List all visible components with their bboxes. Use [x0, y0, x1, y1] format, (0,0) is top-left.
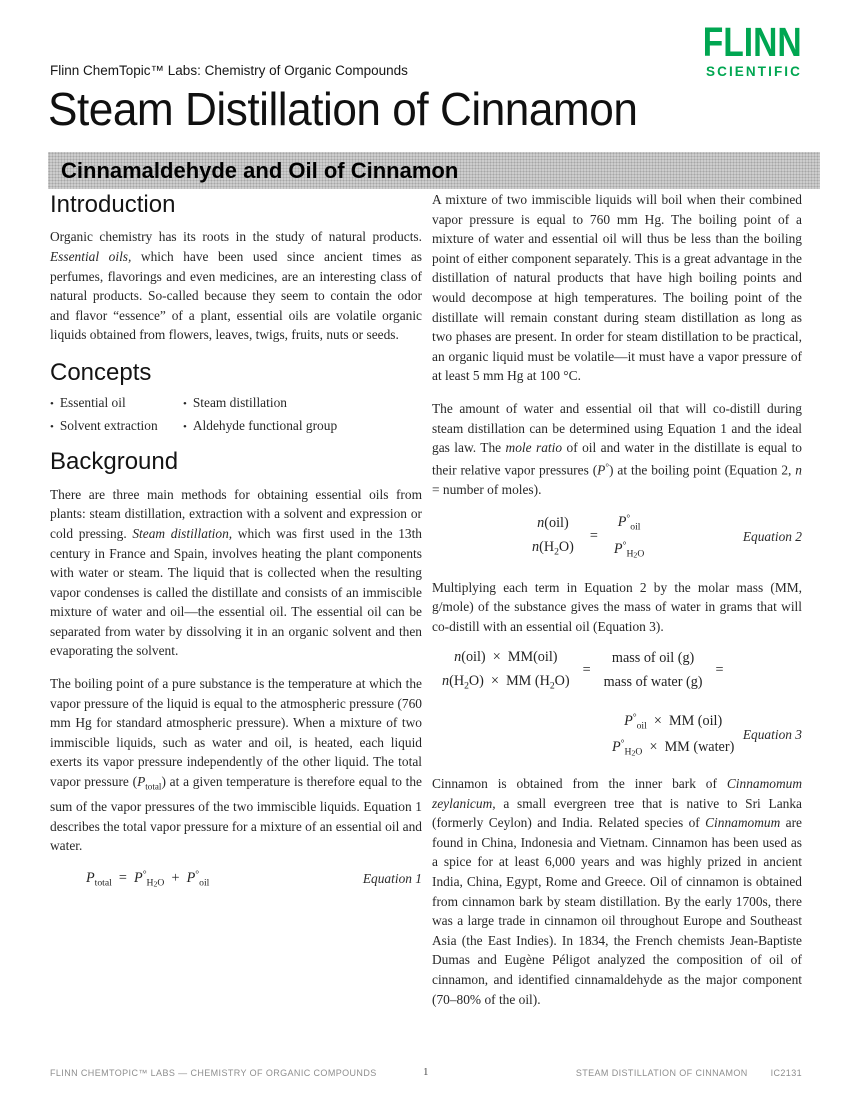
- page-title: Steam Distillation of Cinnamon: [48, 83, 638, 135]
- equation-2: [432, 513, 802, 559]
- equals-sign: =: [589, 528, 598, 544]
- equation-2-fraction-pressures: [614, 513, 644, 559]
- concept-item: [183, 395, 422, 411]
- equation-3-numerator-3: $P^\circ_{oil}$ × MM (oil): [624, 712, 723, 732]
- equation-3-fraction-mole-mass: [442, 649, 570, 692]
- equals-sign: =: [582, 662, 591, 679]
- footer-page-number: 1: [423, 1066, 429, 1078]
- footer-publication: FLINN CHEMTOPIC™ LABS — CHEMISTRY OF ORGANIC COMPOUNDS: [50, 1068, 377, 1078]
- concept-item: [50, 395, 183, 411]
- equation-1-formula: $P_{total} = P^\circ_{H2O} + P^\circ_{oil}$: [86, 868, 210, 889]
- bullet-icon: •: [50, 398, 54, 411]
- footer-document-info: [576, 1068, 802, 1078]
- equation-3-denominator-1: $n(H_2O)$ × MM $(H_2O)$: [442, 673, 570, 692]
- right-paragraph-3: Multiplying each term in Equation 2 by the molar mass (MM, g/mole) of the substance gives the mass of water in grams that will co-distill with an essential oil (Equation 3).: [432, 579, 802, 634]
- background-paragraph-1: There are three main methods for obtaining essential oils from plants: steam distillation, extraction with a solvent and expression or cold pressing. Steam distillation, which was first used in the 13th century in France and Spain, involves heating the plant components with water or steam. The liquid that is collected when the resulting vapor condenses is called the distillate and consists of an immiscible mixture of water and oil—the essential oil. The essential oil can be separated from water by dissolving it in an organic solvent and then evaporating the solvent.: [50, 486, 422, 659]
- flinn-scientific-logo: [681, 19, 802, 79]
- equation-3-label: Equation 3: [742, 727, 802, 743]
- equation-3-numerator-2: mass of oil (g): [611, 650, 695, 667]
- equation-2-fraction-moles: [532, 515, 574, 558]
- page-footer: [50, 1066, 802, 1080]
- footer-document-code: IC2131: [770, 1068, 802, 1078]
- bullet-icon: •: [183, 398, 187, 411]
- section-heading-introduction: Introduction: [50, 191, 176, 218]
- right-paragraph-1: A mixture of two immiscible liquids will boil when their combined vapor pressure is equal to 760 mm Hg. The boiling point of a mixture of water and essential oil will thus be less than the boiling point of either component separately. This is a great advantage in the distillation of natural products that have high boiling points and would decompose at high temperatures. The boiling point of the distillate will remain constant during steam distillation as long as two phases are present. In order for steam distillation to be practical, an organic liquid must be volatile—it must have a vapor pressure of at least 5 mm Hg at 100 °C.: [432, 192, 802, 384]
- right-column: [432, 190, 802, 1022]
- bullet-icon: •: [50, 421, 54, 434]
- equation-2-numerator-2: $P^\circ_{oil}$: [617, 513, 641, 533]
- section-heading-background: Background: [50, 448, 179, 476]
- background-paragraph-2: The boiling point of a pure substance is the temperature at which the vapor pressure of the liquid is equal to the atmospheric pressure (760 mm Hg for standard atmospheric pressure). When a mixture of two immiscible liquids, such as water and oil, is heated, each liquid exerts its vapor pressure independently of the other liquid. The total vapor pressure $(P_{total})$ at a given temperature is therefore equal to the sum of the vapor pressures of the two immiscible liquids. Equation 1 describes the total vapor pressure for a mixture of an essential oil and water.: [50, 676, 422, 854]
- concept-item: [183, 418, 422, 434]
- concept-label: Steam distillation: [192, 395, 287, 411]
- equation-3-fraction-mass: [604, 650, 703, 691]
- equation-2-denominator-2: $P^\circ_{H2O}$: [613, 539, 645, 560]
- equals-sign: =: [715, 662, 724, 679]
- footer-document-title: STEAM DISTILLATION OF CINNAMON: [575, 1068, 748, 1078]
- header-kicker: Flinn ChemTopic™ Labs: Chemistry of Organic Compounds: [50, 63, 408, 78]
- flinn-logo-subtext: SCIENTIFIC: [705, 63, 802, 79]
- left-column: [50, 192, 422, 905]
- right-paragraph-2: The amount of water and essential oil that will co-distill during steam distillation can be determined using Equation 1 and the ideal gas law. The mole ratio of oil and water in the distillate is equal to their relative vapor pressures (P°) at the boiling point (Equation 2, n = number of moles).: [432, 400, 803, 497]
- equation-3-line-2: [432, 712, 802, 758]
- bullet-icon: •: [183, 421, 187, 434]
- subtitle-banner: [48, 152, 820, 189]
- concept-item: [50, 418, 183, 434]
- concept-label: Solvent extraction: [59, 418, 158, 434]
- flinn-logo-wordmark: FLINN: [703, 19, 802, 65]
- equation-2-label: Equation 2: [742, 528, 802, 544]
- equation-1: [50, 869, 422, 889]
- subtitle-banner-text: Cinnamaldehyde and Oil of Cinnamon: [61, 157, 459, 183]
- concepts-list: [50, 395, 422, 434]
- section-heading-concepts: Concepts: [50, 358, 152, 386]
- equation-3-fraction-pressure-mass: [612, 712, 734, 758]
- equation-1-label: Equation 1: [362, 870, 422, 886]
- equation-3-numerator-1: n(oil) × MM(oil): [454, 649, 558, 666]
- equation-3-denominator-3: $P^\circ_{H2O}$ × MM (water): [612, 738, 735, 759]
- concept-label: Aldehyde functional group: [192, 418, 338, 434]
- right-paragraph-4: Cinnamon is obtained from the inner bark of Cinnamomum zeylanicum, a small evergreen tree that is native to Sri Lanka (formerly Ceylon) and India. Related species of Cinnamomum are found in China, Indonesia and Vietnam. Cinnamon has been used as a spice for at least 6,000 years and was highly prized in ancient India, China, Egypt, Rome and Greece. Oil of cinnamon is obtained from cinnamon bark by steam distillation. By the early 1700s, there was a large trade in cinnamon oil throughout Europe and Southeast Asia (the East Indies). In 1834, the French chemists Jean-Baptiste Dumas and Eugène Péligot analyzed the composition of oil of cinnamon, and identified cinnamaldehyde as the major component (70–80% of the oil).: [432, 776, 803, 1007]
- introduction-paragraph: Organic chemistry has its roots in the study of natural products. Essential oils, which have been used since ancient times as perfumes, flavorings and even medicines, are an interesting class of natural products. So-called because they seem to contain the odor and flavor “essence” of a plant, essential oils are volatile organic liquids obtained from flowers, leaves, twigs, fruits, nuts or seeds.: [50, 229, 423, 343]
- equation-2-numerator-1: n(oil): [537, 515, 569, 532]
- equation-3-line-1: [432, 649, 802, 692]
- equation-3-denominator-2: mass of water (g): [603, 674, 703, 691]
- concept-label: Essential oil: [59, 395, 126, 411]
- equation-2-denominator-1: $n(H_2O)$: [532, 539, 574, 558]
